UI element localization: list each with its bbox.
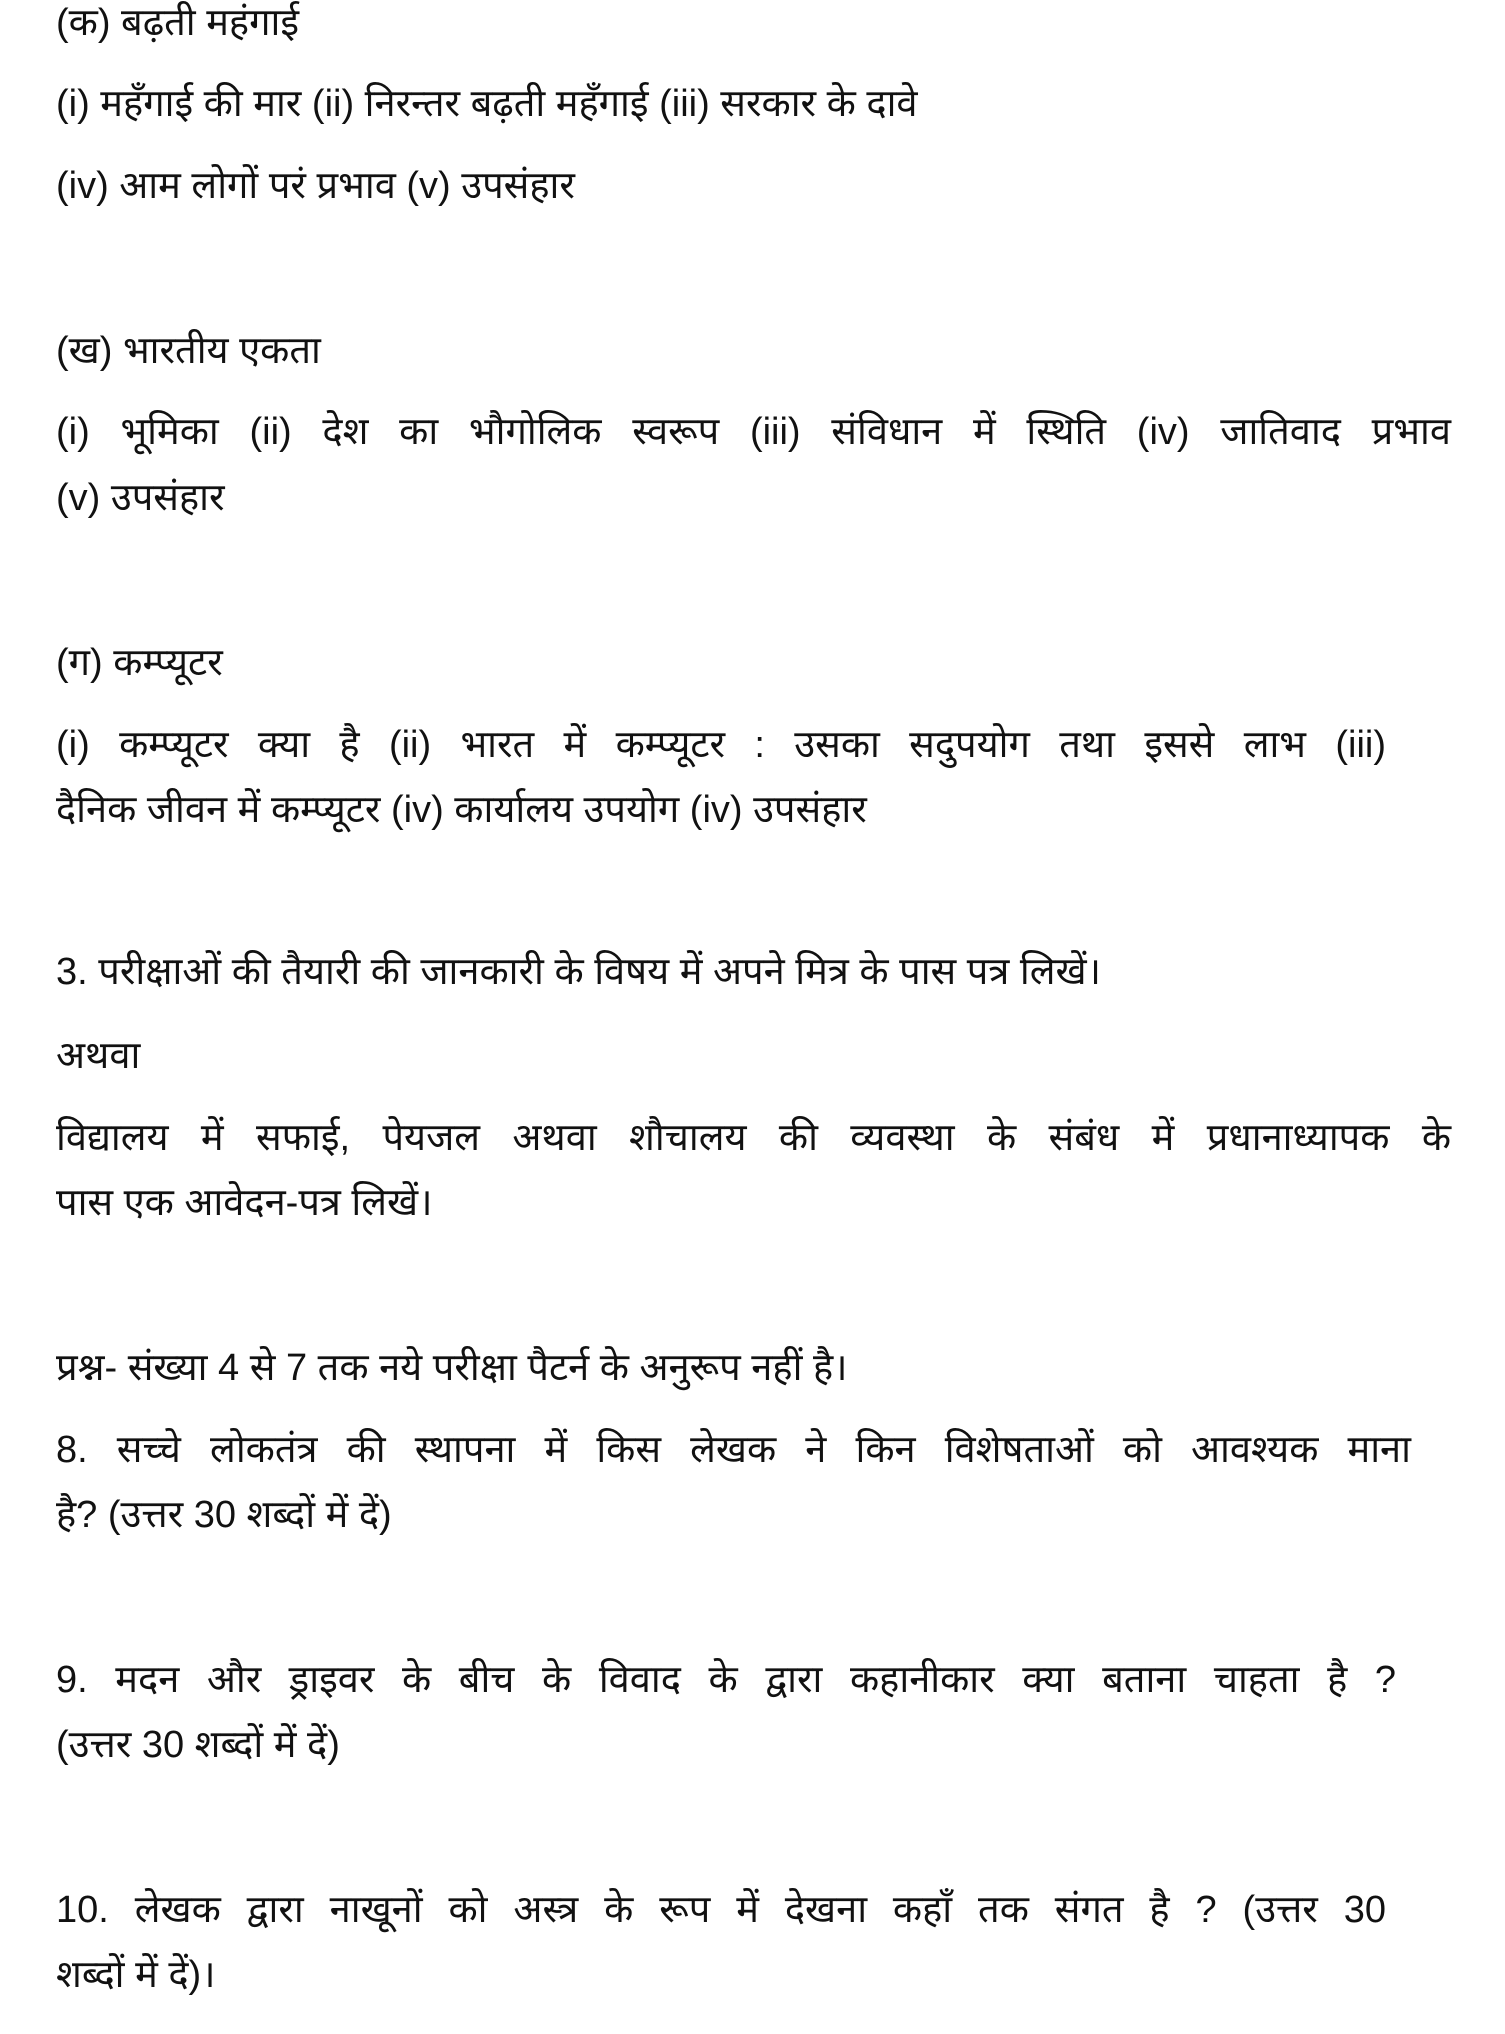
question-8: 8. सच्चे लोकतंत्र की स्थापना में किस लेखक ने किन विशेषताओं को आवश्यक माना	[56, 1429, 1411, 1471]
section-ga-points: (i) कम्प्यूटर क्या है (ii) भारत में कम्प्यूटर : उसका सदुपयोग तथा इससे लाभ (iii)	[56, 724, 1386, 766]
section-kha-heading: (ख) भारतीय एकता	[56, 330, 321, 372]
section-kha-points: (v) उपसंहार	[56, 477, 225, 519]
exam-pattern-note: प्रश्न- संख्या 4 से 7 तक नये परीक्षा पैटर्न के अनुरूप नहीं है।	[56, 1347, 848, 1389]
section-ka-points: (iv) आम लोगों परं प्रभाव (v) उपसंहार	[56, 165, 575, 207]
question-9: 9. मदन और ड्राइवर के बीच के विवाद के द्वारा कहानीकार क्या बताना चाहता है ?	[56, 1659, 1396, 1701]
section-ka-heading: (क) बढ़ती महंगाई	[56, 2, 299, 44]
section-kha-points: (i) भूमिका (ii) देश का भौगोलिक स्वरूप (iii) संविधान में स्थिति (iv) जातिवाद प्रभाव	[56, 411, 1451, 453]
section-ga-heading: (ग) कम्प्यूटर	[56, 642, 223, 684]
section-ga-points: दैनिक जीवन में कम्प्यूटर (iv) कार्यालय उपयोग (iv) उपसंहार	[56, 789, 867, 831]
question-3: 3. परीक्षाओं की तैयारी की जानकारी के विषय में अपने मित्र के पास पत्र लिखें।	[56, 951, 1101, 993]
question-3-alternative: पास एक आवेदन-पत्र लिखें।	[56, 1182, 433, 1224]
question-10: 10. लेखक द्वारा नाखूनों को अस्त्र के रूप में देखना कहाँ तक संगत है ? (उत्तर 30	[56, 1889, 1386, 1931]
question-9: (उत्तर 30 शब्दों में दें)	[56, 1724, 340, 1766]
question-10: शब्दों में दें)।	[56, 1954, 216, 1996]
question-8: है? (उत्तर 30 शब्दों में दें)	[56, 1494, 392, 1536]
question-3-or: अथवा	[56, 1035, 141, 1077]
section-ka-points: (i) महँगाई की मार (ii) निरन्तर बढ़ती महँगाई (iii) सरकार के दावे	[56, 83, 918, 125]
question-3-alternative: विद्यालय में सफाई, पेयजल अथवा शौचालय की व्यवस्था के संबंध में प्रधानाध्यापक के	[56, 1117, 1451, 1159]
